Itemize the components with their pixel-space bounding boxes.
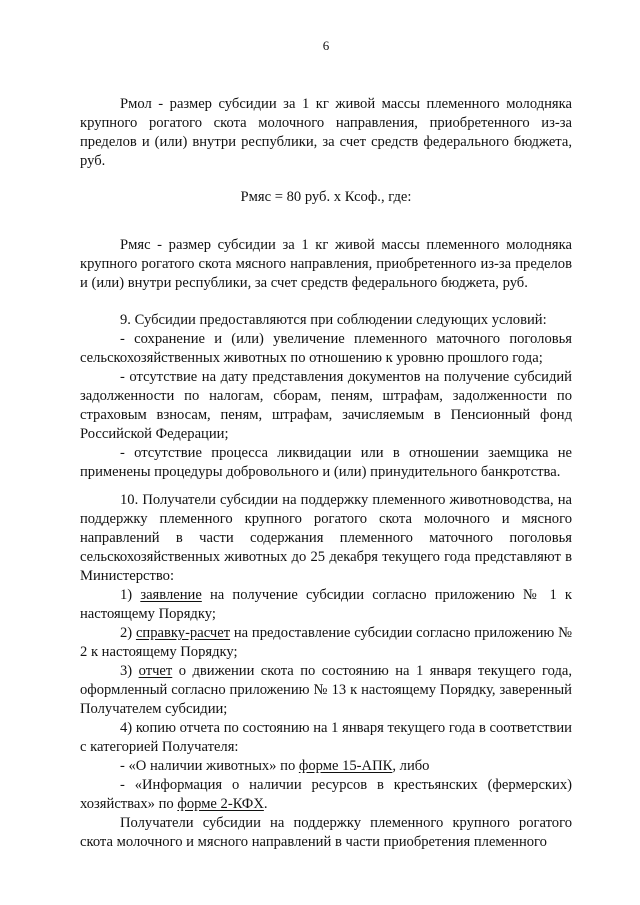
item-10-doc-3: 3) отчет о движении скота по состоянию на 1 января текущего года, оформленный согласно приложению № 13 к настоящему Порядку, заверенный Получателем субсидии; [80,663,572,717]
paragraph-rmyas-definition: Рмяс - размер субсидии за 1 кг живой массы племенного молодняка крупного рогатого скота мясного направления, приобретенного из-за пределов и (или) внутри республики, за счет средств федерального бюджета, руб. [80,237,572,291]
page-number: 6 [322,38,330,53]
paragraph-rmol-definition: Рмол - размер субсидии за 1 кг живой массы племенного молодняка крупного рогатого скота молочного направления, приобретенного из-за пределов и (или) внутри республики, за счет средств федерального бюджета, руб. [80,96,572,169]
formula-rmyas: Рмяс = 80 руб. х Ксоф., где: [240,189,412,205]
link-form-15-apk[interactable]: форме 15-АПК [298,758,393,774]
item-10-intro: 10. Получатели субсидии на поддержку племенного животноводства, на поддержку племенного крупного рогатого скота молочного и мясного направлений в части содержания племенного маточного поголовья сельскохозяйственных животных до 25 декабря текущего года представляют в Министерство: [80,492,572,584]
item-9-intro: 9. Субсидии предоставляются при соблюдении следующих условий: [120,312,547,328]
link-zayavlenie[interactable]: заявление [140,587,202,603]
item-10-doc-4: 4) копию отчета по состоянию на 1 января текущего года в соответствии с категорией Получателя: [80,720,572,755]
item-10-doc-4-form-15-apk: - «О наличии животных» по форме 15-АПК, либо [120,758,430,774]
link-spravka-raschet[interactable]: справку-расчет [135,625,231,641]
item-10-doc-2: 2) справку-расчет на предоставление субсидии согласно приложению № 2 к настоящему Порядку; [80,625,572,660]
item-9-condition-3: - отсутствие процесса ликвидации или в отношении заемщика не применены процедуры добровольного и (или) принудительного банкротства. [80,445,572,480]
link-form-2-kfh[interactable]: форме 2-КФХ [177,796,264,812]
item-10-final-paragraph: Получатели субсидии на поддержку племенного крупного рогатого скота молочного и мясного направлений в части приобретения племенного [80,815,572,850]
item-9-condition-1: - сохранение и (или) увеличение племенного маточного поголовья сельскохозяйственных животных по отношению к уровню прошлого года; [80,331,572,366]
item-9-condition-2: - отсутствие на дату представления документов на получение субсидий задолженности по налогам, сборам, пеням, штрафам, задолженности по страховым взносам, пеням, штрафам, зачисляемым в Пенсионный фонд Российской Федерации; [80,369,572,442]
item-10-doc-1: 1) заявление на получение субсидии согласно приложению № 1 к настоящему Порядку; [80,587,572,622]
link-otchet[interactable]: отчет [138,663,173,679]
item-10-doc-4-form-2-kfh: - «Информация о наличии ресурсов в крестьянских (фермерских) хозяйствах» по форме 2-КФХ. [80,777,572,812]
